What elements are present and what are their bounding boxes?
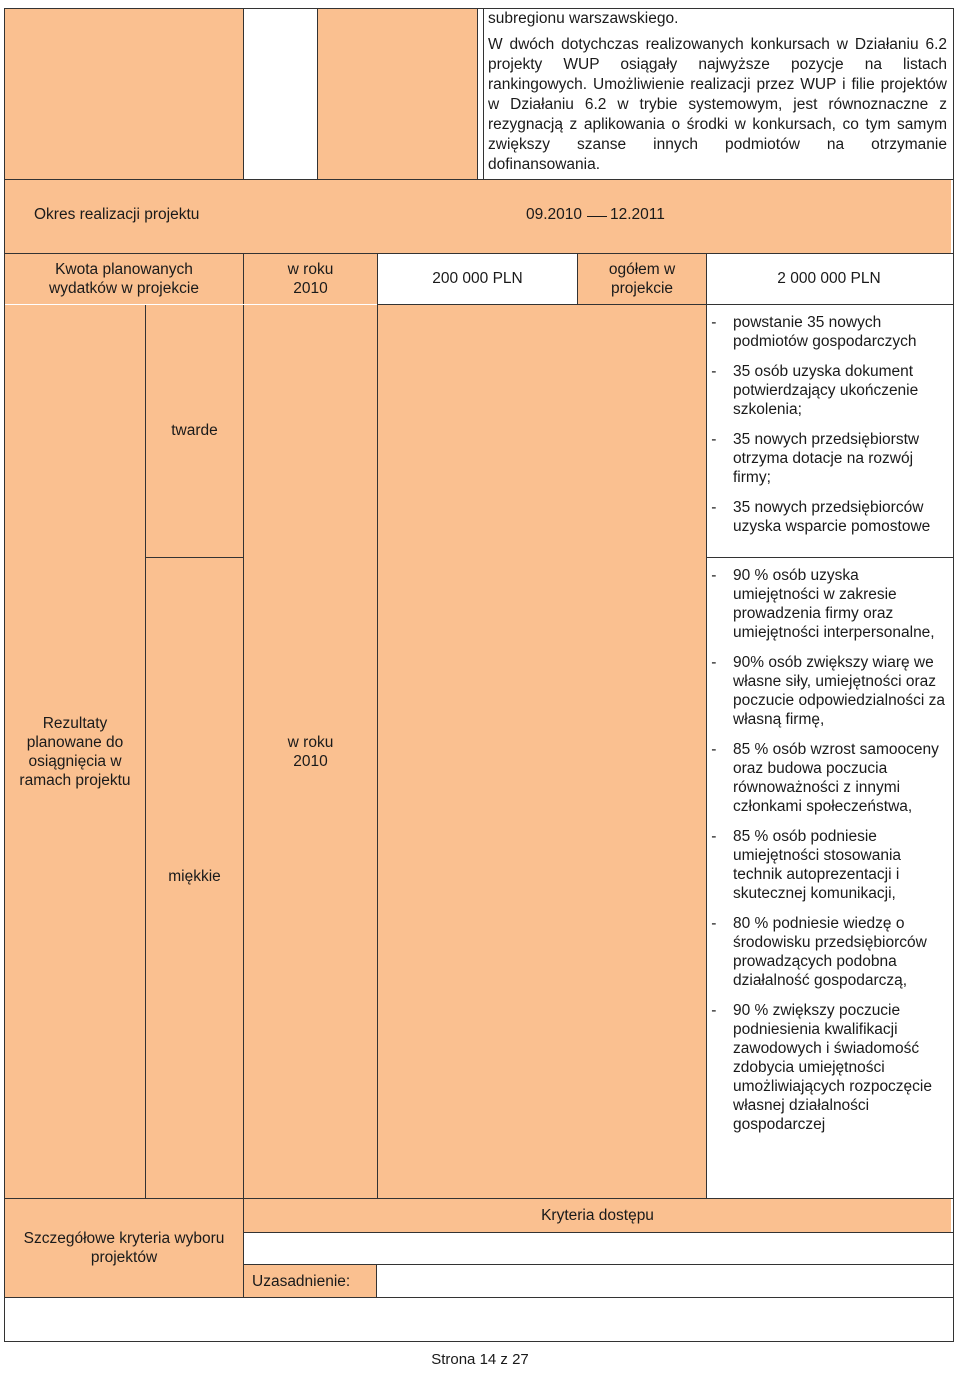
document-page bbox=[4, 8, 954, 1342]
top-text-p2: W dwóch dotychczas realizowanych konkursach w Działaniu 6.2 projekty WUP osiągały najwyższe pozycje na listach rankingowych. Umożliwienie realizacji przez WUP i filie projektów w Działaniu 6.2 w trybie systemowym, jest równoznaczne z rezygnacją z aplikowania o środki w konkursach, co tym samym zwiększy szanse innych podmiotów na otrzymanie dofinansowania. bbox=[488, 36, 947, 173]
okres-row bbox=[5, 180, 951, 253]
top-text bbox=[488, 9, 947, 175]
okres-from: 09.2010 bbox=[526, 206, 583, 223]
rezultaty-label: Rezultaty planowane do osiągnięcia w ramach projektu bbox=[19, 714, 131, 789]
list-item: - 35 osób uzyska dokument potwierdzający ukończenie szkolenia; bbox=[707, 363, 919, 418]
kwota-year-value: 200 000 PLN bbox=[432, 270, 523, 287]
page-footer: Strona 14 z 27 bbox=[431, 1351, 529, 1368]
list-item: - powstanie 35 nowych podmiotów gospodarczych bbox=[707, 314, 917, 350]
okres-label: Okres realizacji projektu bbox=[34, 206, 200, 223]
list-item: - 85 % osób wzrost samooceny oraz budowa poczucia równoważności z innymi członkami społeczeństwa, bbox=[707, 741, 939, 815]
kwota-year-label: w roku 2010 bbox=[244, 254, 377, 304]
list-item: - 35 nowych przedsiębiorców uzyska wsparcie pomostowe bbox=[707, 499, 931, 535]
kryteria-label: Szczegółowe kryteria wyboru projektów bbox=[5, 1199, 243, 1297]
kwota-label: Kwota planowanych wydatków w projekcie bbox=[5, 254, 243, 304]
list-item: - 80 % podniesie wiedzę o środowisku przedsiębiorców prowadzących podobna działalność gospodarczą, bbox=[707, 915, 927, 989]
kwota-total-value: 2 000 000 PLN bbox=[777, 270, 881, 287]
okres-to: 12.2011 bbox=[610, 206, 665, 223]
kryteria-header: Kryteria dostępu bbox=[244, 1199, 951, 1232]
list-item: - 90 % zwiększy poczucie podniesienia kwalifikacji zawodowych i świadomość zdobycia umiejętności umożliwiających rozpoczęcie własnej działalności gospodarczej bbox=[707, 1002, 932, 1133]
miekkie-list bbox=[707, 558, 951, 1198]
kwota-total-label: ogółem w projekcie bbox=[578, 254, 706, 304]
top-left-shaded-cell bbox=[5, 9, 243, 179]
rezultaty-year-cell: w roku 2010 bbox=[244, 305, 377, 1198]
uzasadnienie-cell: Uzasadnienie: bbox=[244, 1265, 376, 1297]
okres-dash bbox=[587, 216, 607, 217]
list-item: - 90% osób zwiększy wiarę we własne siły, umiejętności oraz poczucie odpowiedzialności za własną firmę, bbox=[707, 654, 945, 728]
list-item: - 90 % osób uzyska umiejętności w zakresie prowadzenia firmy oraz umiejętności interpersonalne, bbox=[707, 567, 935, 641]
rezultaty-middle-shaded bbox=[378, 305, 706, 1198]
miekkie-label: miękkie bbox=[168, 868, 221, 885]
top-text-cell bbox=[483, 9, 951, 179]
list-item: - 35 nowych przedsiębiorstw otrzyma dotacje na rozwój firmy; bbox=[707, 431, 920, 486]
top-shaded-cell-3 bbox=[317, 9, 477, 179]
top-text-p1: subregionu warszawskiego. bbox=[488, 10, 679, 27]
twarde-label: twarde bbox=[171, 422, 218, 439]
twarde-list bbox=[707, 305, 951, 557]
list-item: - 85 % osób podniesie umiejętności stosowania technik autoprezentacji i skutecznej komunikacji, bbox=[707, 828, 902, 902]
